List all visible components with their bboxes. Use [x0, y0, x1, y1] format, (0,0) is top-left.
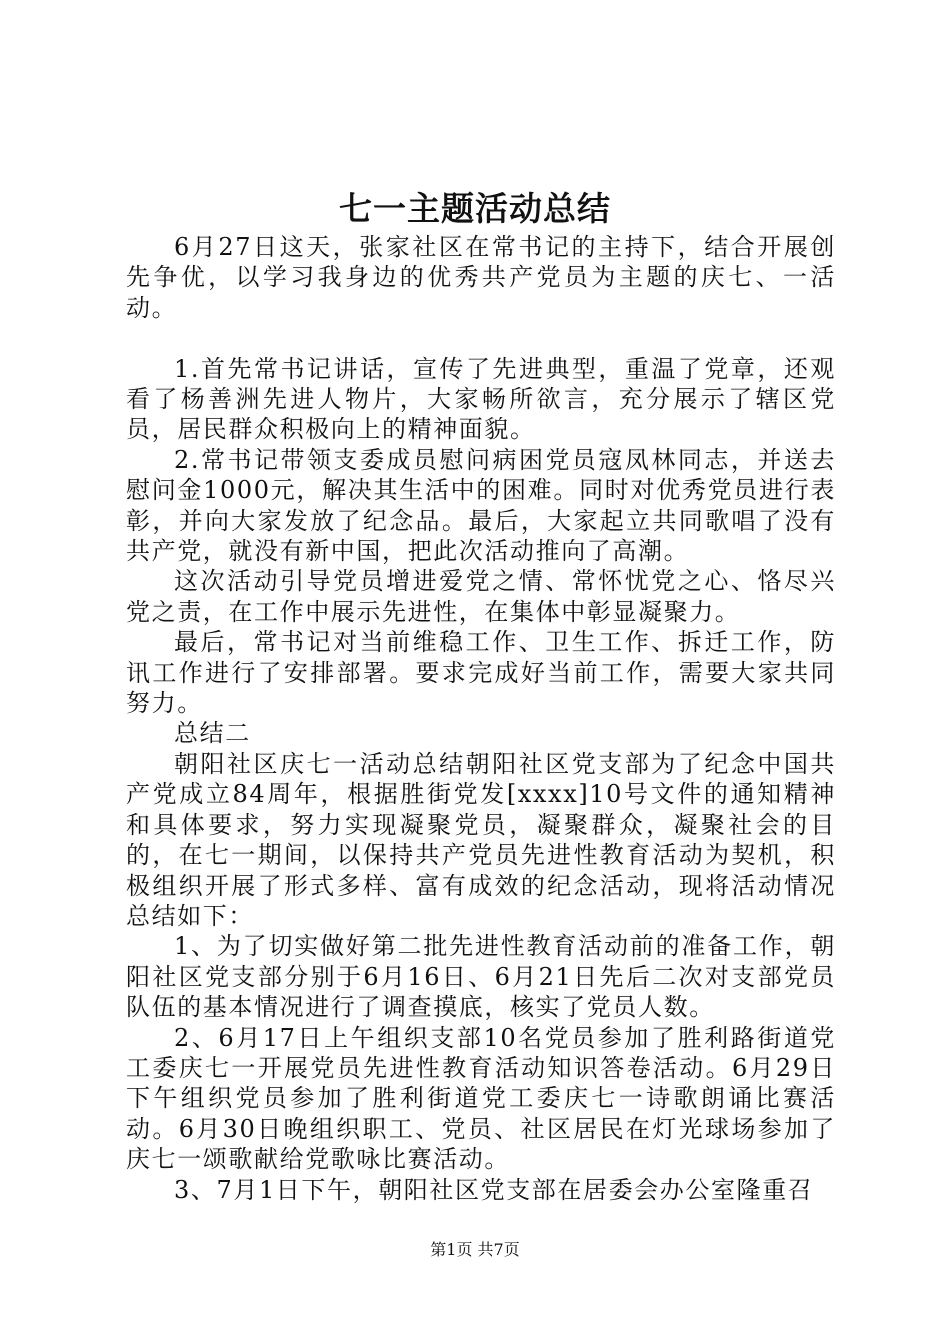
paragraph-summary-two-item-2: 2、6月17日上午组织支部10名党员参加了胜利路街道党工委庆七一开展党员先进性教育活动知识答卷活动。6月29日下午组织党员参加了胜利街道党工委庆七一诗歌朗诵比赛活动。6月30日晚组织职工、党员、社区居民在灯光球场参加了庆七一颂歌献给党歌咏比赛活动。	[126, 1023, 836, 1174]
paragraph-summary-two-item-3: 3、7月1日下午，朝阳社区党支部在居委会办公室隆重召	[174, 1175, 814, 1204]
paragraph-significance: 这次活动引导党员增进爱党之情、常怀忧党之心、恪尽兴党之责，在工作中展示先进性，在集体中彰显凝聚力。	[126, 567, 836, 626]
section-heading-summary-two: 总结二	[174, 719, 251, 748]
paragraph-item-1: 1.首先常书记讲话，宣传了先进典型，重温了党章，还观看了杨善洲先进人物片，大家畅所欲言，充分展示了辖区党员，居民群众积极向上的精神面貌。	[126, 354, 836, 444]
paragraph-closing: 最后，常书记对当前维稳工作、卫生工作、拆迁工作，防讯工作进行了安排部署。要求完成好当前工作，需要大家共同努力。	[126, 628, 836, 718]
paragraph-item-2: 2.常书记带领支委成员慰问病困党员寇凤林同志，并送去慰问金1000元，解决其生活中的困难。同时对优秀党员进行表彰，并向大家发放了纪念品。最后，大家起立共同歌唱了没有共产党，就没有新中国，把此次活动推向了高潮。	[126, 445, 836, 566]
page-footer: 第1页 共7页	[430, 1240, 520, 1259]
paragraph-intro: 6月27日这天，张家社区在常书记的主持下，结合开展创先争优，以学习我身边的优秀共产党员为主题的庆七、一活动。	[126, 233, 836, 322]
paragraph-summary-two-item-1: 1、为了切实做好第二批先进性教育活动前的准备工作，朝阳社区党支部分别于6月16日、6月21日先后二次对支部党员队伍的基本情况进行了调查摸底，核实了党员人数。	[126, 932, 836, 1022]
document-body	[126, 232, 836, 1205]
paragraph-summary-two-intro: 朝阳社区庆七一活动总结朝阳社区党支部为了纪念中国共产党成立84周年，根据胜街党发[xxxx]10号文件的通知精神和具体要求，努力实现凝聚党员，凝聚群众，凝聚社会的目的，在七一期间，以保持共产党员先进性教育活动为契机，积极组织开展了形式多样、富有成效的纪念活动，现将活动情况总结如下：	[126, 749, 836, 930]
blank-line	[126, 323, 836, 353]
document-title: 七一主题活动总结	[339, 189, 611, 228]
